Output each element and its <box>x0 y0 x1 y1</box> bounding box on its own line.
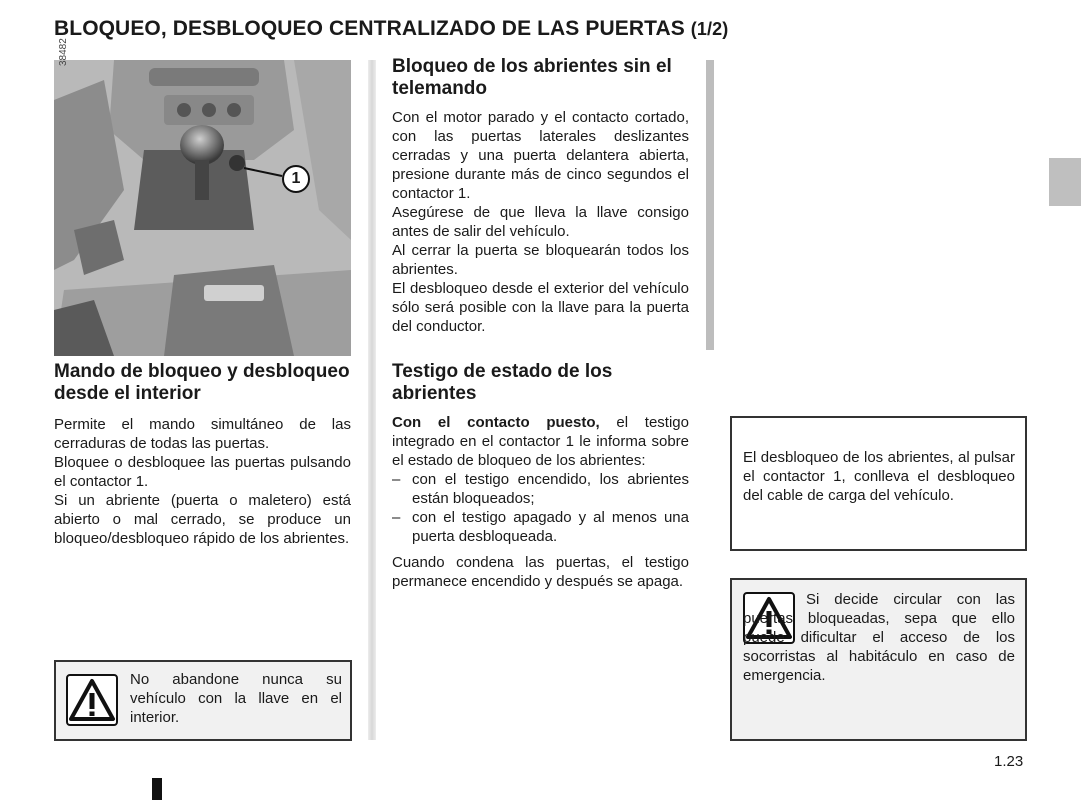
list-item: – con el testigo encendido, los abrientes están bloqueados; <box>392 470 689 508</box>
testigo-lead-bold: Con el contacto puesto, <box>392 414 600 431</box>
middle-paragraph: Al cerrar la puerta se bloquearán todos los abrientes. <box>392 242 689 278</box>
column-bar <box>706 60 714 350</box>
left-heading: Mando de bloqueo y desbloqueo desde el interior <box>54 361 350 404</box>
warning-box-left <box>54 660 352 741</box>
left-paragraph: Si un abriente (puerta o maletero) está abierto o mal cerrado, se produce un bloqueo/desbloqueo rápido de los abrientes. <box>54 492 351 547</box>
crop-mark <box>152 778 162 800</box>
note-text: El desbloqueo de los abrientes, al pulsar el contactor 1, conlleva el desbloqueo del cable de carga del vehículo. <box>743 449 1015 504</box>
note-box <box>730 416 1027 551</box>
callout-1: 1 <box>282 165 310 193</box>
left-column <box>54 361 351 548</box>
middle-heading-2: Testigo de estado de los abrientes <box>392 361 613 404</box>
middle-paragraph: Asegúrese de que lleva la llave consigo antes de salir del vehículo. <box>392 204 689 240</box>
left-paragraph: Bloquee o desbloquee las puertas pulsando el contactor 1. <box>54 454 351 490</box>
page-part: (1/2) <box>690 19 729 39</box>
middle-heading-1: Bloqueo de los abrientes sin el telemando <box>392 56 672 99</box>
testigo-lead <box>392 413 689 470</box>
warning-text-right: Si decide circular con las puertas bloqueadas, sepa que ello puede dificultar el acceso de los socorristas al habitáculo en caso de emergencia. <box>743 591 1015 684</box>
warning-icon <box>66 674 118 726</box>
image-reference: 38482 <box>58 38 69 66</box>
dashboard-photo <box>54 60 351 356</box>
testigo-list <box>392 470 689 546</box>
dashboard-illustration <box>54 60 351 356</box>
section-tab <box>1049 158 1081 206</box>
middle-closing: Cuando condena las puertas, el testigo permanece encendido y después se apaga. <box>392 554 689 590</box>
left-paragraph: Permite el mando simultáneo de las cerraduras de todas las puertas. <box>54 416 351 452</box>
middle-column <box>392 56 689 591</box>
testigo-lead-rest: el testigo integrado en el contactor 1 le informa sobre el estado de bloqueo de los abrientes: <box>392 414 689 469</box>
middle-paragraph: Con el motor parado y el contacto cortado, con las puertas laterales deslizantes cerradas y una puerta delantera abierta, presione durante más de cinco segundos el contactor 1. <box>392 109 689 202</box>
list-item: – con el testigo apagado y al menos una puerta desbloqueada. <box>392 508 689 546</box>
warning-text-left: No abandone nunca su vehículo con la llave en el interior. <box>130 671 342 726</box>
middle-paragraph: El desbloqueo desde el exterior del vehículo sólo será posible con la llave para la puerta del conductor. <box>392 280 689 335</box>
page-title: BLOQUEO, DESBLOQUEO CENTRALIZADO DE LAS PUERTAS (1/2) <box>54 17 729 40</box>
page-number: 1.23 <box>994 753 1024 770</box>
warning-box-right <box>730 578 1027 741</box>
column-separator <box>368 60 376 740</box>
